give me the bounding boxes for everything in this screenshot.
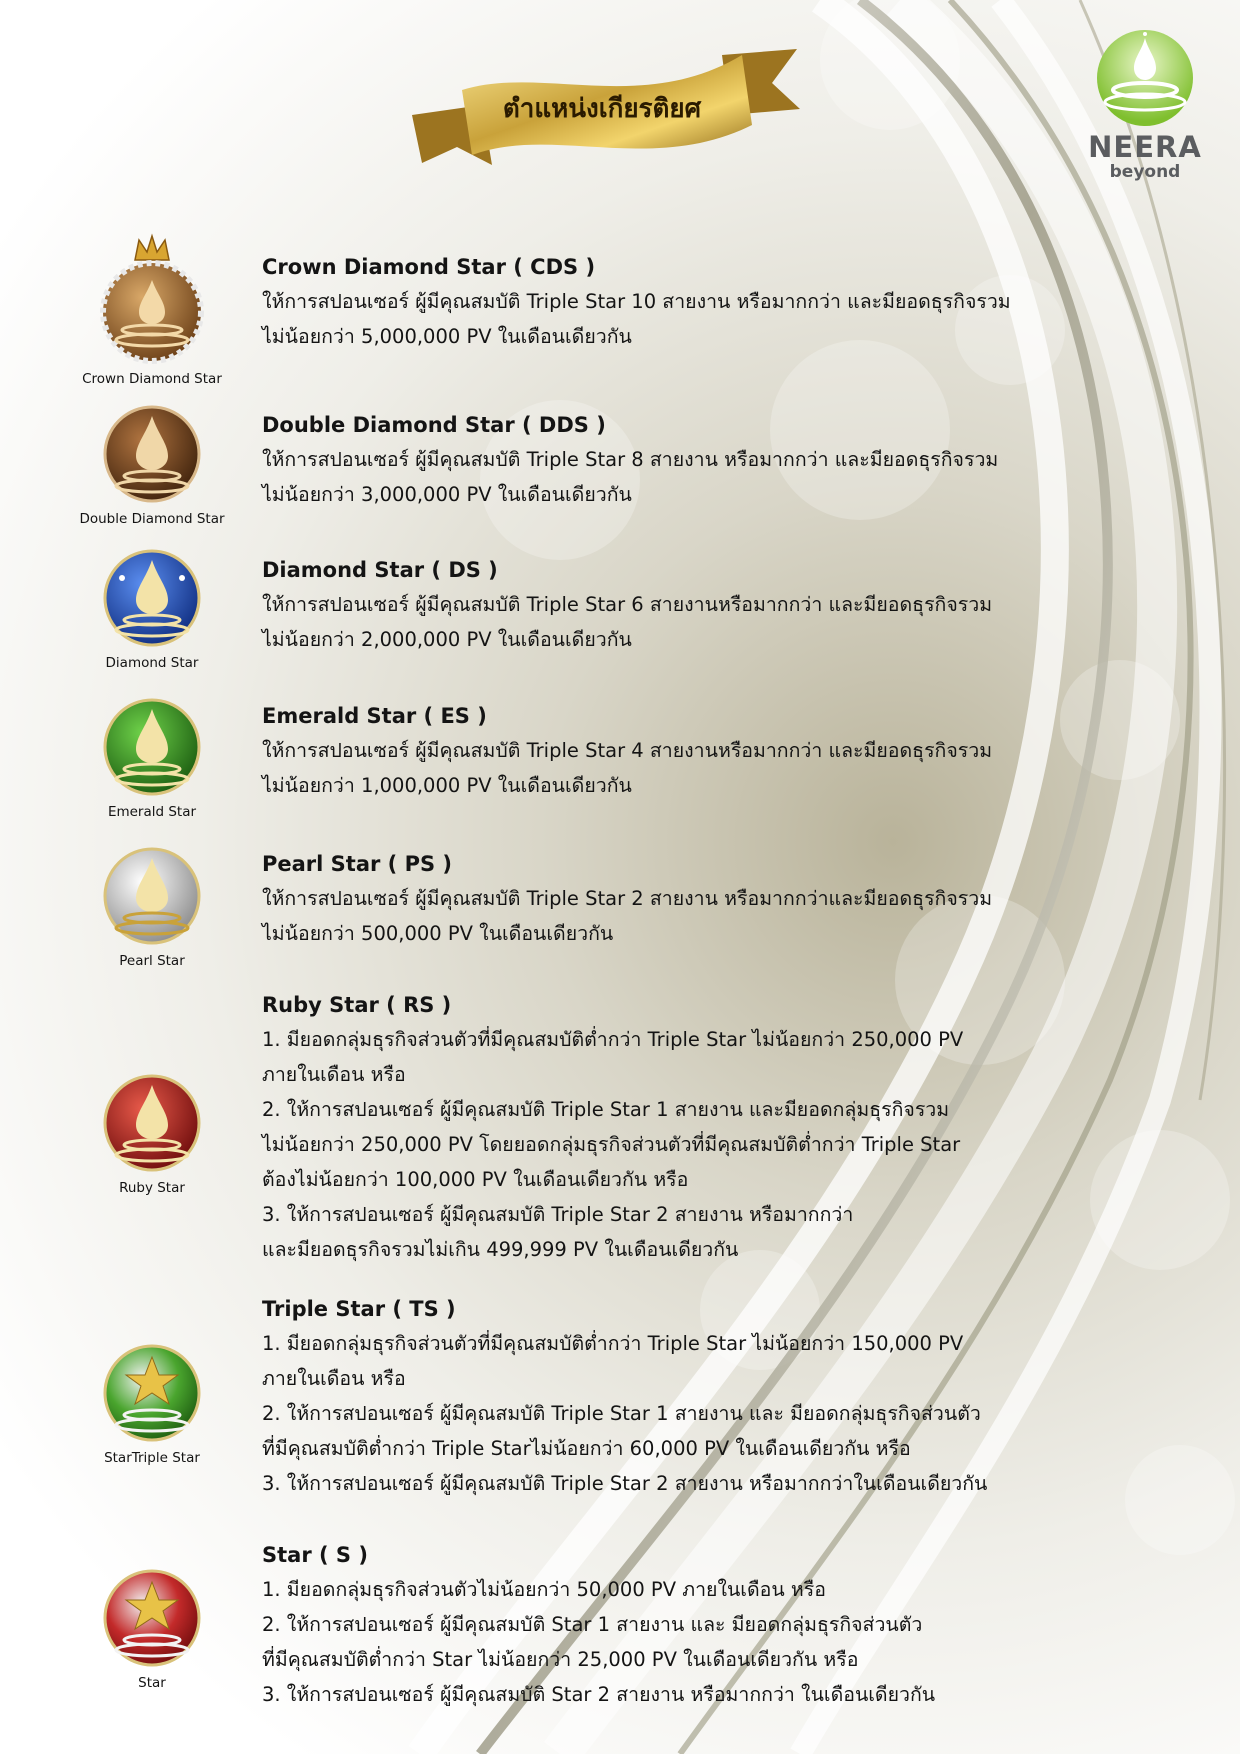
rank-title: Emerald Star ( ES ) (262, 704, 487, 728)
rank-double-diamond-star (262, 408, 998, 512)
rank-line: 2. ให้การสปอนเซอร์ ผู้มีคุณสมบัติ Star 1 สายงาน และ มียอดกลุ่มธุรกิจส่วนตัว (262, 1613, 923, 1636)
badge-caption: Crown Diamond Star (82, 371, 222, 387)
rank-line: ภายในเดือน หรือ (262, 1367, 406, 1390)
rank-title: Ruby Star ( RS ) (262, 993, 452, 1017)
badge-caption: Pearl Star (119, 953, 185, 969)
pearl-star-icon (102, 846, 202, 946)
badge-crown-diamond-star (72, 232, 232, 388)
badge-double-diamond-star (72, 404, 232, 528)
rank-line: ไม่น้อยกว่า 500,000 PV ในเดือนเดียวกัน (262, 922, 614, 945)
rank-pearl-star (262, 847, 992, 951)
badge-diamond-star (72, 548, 232, 672)
rank-line: 1. มียอดกลุ่มธุรกิจส่วนตัวที่มีคุณสมบัติต่ำกว่า Triple Star ไม่น้อยกว่า 250,000 PV (262, 1028, 964, 1051)
badge-caption: Star (138, 1675, 166, 1691)
brand-tagline: beyond (1109, 162, 1181, 182)
rank-line: ไม่น้อยกว่า 2,000,000 PV ในเดือนเดียวกัน (262, 628, 632, 651)
diamond-star-icon (102, 548, 202, 648)
rank-line: 3. ให้การสปอนเซอร์ ผู้มีคุณสมบัติ Triple Star 2 สายงาน หรือมากกว่าในเดือนเดียวกัน (262, 1472, 988, 1495)
water-drop-logo-icon (1080, 28, 1210, 132)
triple-star-icon (102, 1343, 202, 1443)
page-title: ตำแหน่งเกียรติยศ (502, 94, 702, 124)
rank-line: ให้การสปอนเซอร์ ผู้มีคุณสมบัติ Triple Star 2 สายงาน หรือมากกว่าและมียอดธุรกิจรวม (262, 887, 993, 910)
rank-line: ต้องไม่น้อยกว่า 100,000 PV ในเดือนเดียวกัน หรือ (262, 1168, 689, 1191)
rank-line: ไม่น้อยกว่า 5,000,000 PV ในเดือนเดียวกัน (262, 325, 632, 348)
rank-title: Star ( S ) (262, 1543, 368, 1567)
rank-line: 3. ให้การสปอนเซอร์ ผู้มีคุณสมบัติ Star 2 สายงาน หรือมากกว่า ในเดือนเดียวกัน (262, 1683, 936, 1706)
rank-line: ให้การสปอนเซอร์ ผู้มีคุณสมบัติ Triple Star 8 สายงาน หรือมากกว่า และมียอดธุรกิจรวม (262, 448, 999, 471)
rank-line: ให้การสปอนเซอร์ ผู้มีคุณสมบัติ Triple Star 4 สายงานหรือมากกว่า และมียอดธุรกิจรวม (262, 739, 993, 762)
badge-triple-star (72, 1343, 232, 1467)
ruby-star-icon (102, 1073, 202, 1173)
crown-diamond-star-icon (97, 232, 207, 364)
rank-line: และมียอดธุรกิจรวมไม่เกิน 499,999 PV ในเดือนเดียวกัน (262, 1238, 739, 1261)
star-badge-icon (102, 1568, 202, 1668)
badge-pearl-star (72, 846, 232, 970)
brand-name: NEERA (1088, 130, 1202, 164)
rank-line: ให้การสปอนเซอร์ ผู้มีคุณสมบัติ Triple Star 6 สายงานหรือมากกว่า และมียอดธุรกิจรวม (262, 593, 993, 616)
emerald-star-icon (102, 697, 202, 797)
badge-caption: Double Diamond Star (79, 511, 225, 527)
rank-title: Double Diamond Star ( DDS ) (262, 413, 606, 437)
rank-star (262, 1538, 935, 1712)
badge-caption: Emerald Star (107, 804, 197, 820)
double-diamond-star-icon (102, 404, 202, 504)
rank-title: Crown Diamond Star ( CDS ) (262, 255, 596, 279)
badge-caption: Diamond Star (105, 655, 199, 671)
rank-line: 2. ให้การสปอนเซอร์ ผู้มีคุณสมบัติ Triple Star 1 สายงาน และ มียอดกลุ่มธุรกิจส่วนตัว (262, 1402, 981, 1425)
rank-line: 1. มียอดกลุ่มธุรกิจส่วนตัวไม่น้อยกว่า 50,000 PV ภายในเดือน หรือ (262, 1578, 826, 1601)
rank-title: Diamond Star ( DS ) (262, 558, 498, 582)
rank-triple-star (262, 1292, 987, 1501)
rank-title: Triple Star ( TS ) (262, 1297, 456, 1321)
badge-star (72, 1568, 232, 1692)
rank-line: ที่มีคุณสมบัติต่ำกว่า Triple Starไม่น้อยกว่า 60,000 PV ในเดือนเดียวกัน หรือ (262, 1437, 911, 1460)
badge-caption: StarTriple Star (104, 1450, 200, 1466)
brand-logo (1080, 28, 1210, 188)
rank-ruby-star (262, 988, 963, 1267)
rank-line: ภายในเดือน หรือ (262, 1063, 406, 1086)
rank-emerald-star (262, 699, 992, 803)
rank-title: Pearl Star ( PS ) (262, 852, 453, 876)
rank-crown-diamond-star (262, 250, 1011, 354)
rank-line: 1. มียอดกลุ่มธุรกิจส่วนตัวที่มีคุณสมบัติต่ำกว่า Triple Star ไม่น้อยกว่า 150,000 PV (262, 1332, 964, 1355)
rank-line: ไม่น้อยกว่า 3,000,000 PV ในเดือนเดียวกัน (262, 483, 632, 506)
rank-line: ที่มีคุณสมบัติต่ำกว่า Star ไม่น้อยกว่า 25,000 PV ในเดือนเดียวกัน หรือ (262, 1648, 859, 1671)
badge-caption: Ruby Star (119, 1180, 185, 1196)
badge-emerald-star (72, 697, 232, 821)
title-ribbon (402, 35, 802, 175)
rank-line: 2. ให้การสปอนเซอร์ ผู้มีคุณสมบัติ Triple Star 1 สายงาน และมียอดกลุ่มธุรกิจรวม (262, 1098, 950, 1121)
rank-line: ไม่น้อยกว่า 250,000 PV โดยยอดกลุ่มธุรกิจส่วนตัวที่มีคุณสมบัติต่ำกว่า Triple Star (262, 1133, 961, 1156)
rank-diamond-star (262, 553, 992, 657)
rank-line: 3. ให้การสปอนเซอร์ ผู้มีคุณสมบัติ Triple Star 2 สายงาน หรือมากกว่า (262, 1203, 854, 1226)
rank-line: ให้การสปอนเซอร์ ผู้มีคุณสมบัติ Triple Star 10 สายงาน หรือมากกว่า และมียอดธุรกิจรวม (262, 290, 1011, 313)
badge-ruby-star (72, 1073, 232, 1197)
rank-line: ไม่น้อยกว่า 1,000,000 PV ในเดือนเดียวกัน (262, 774, 632, 797)
